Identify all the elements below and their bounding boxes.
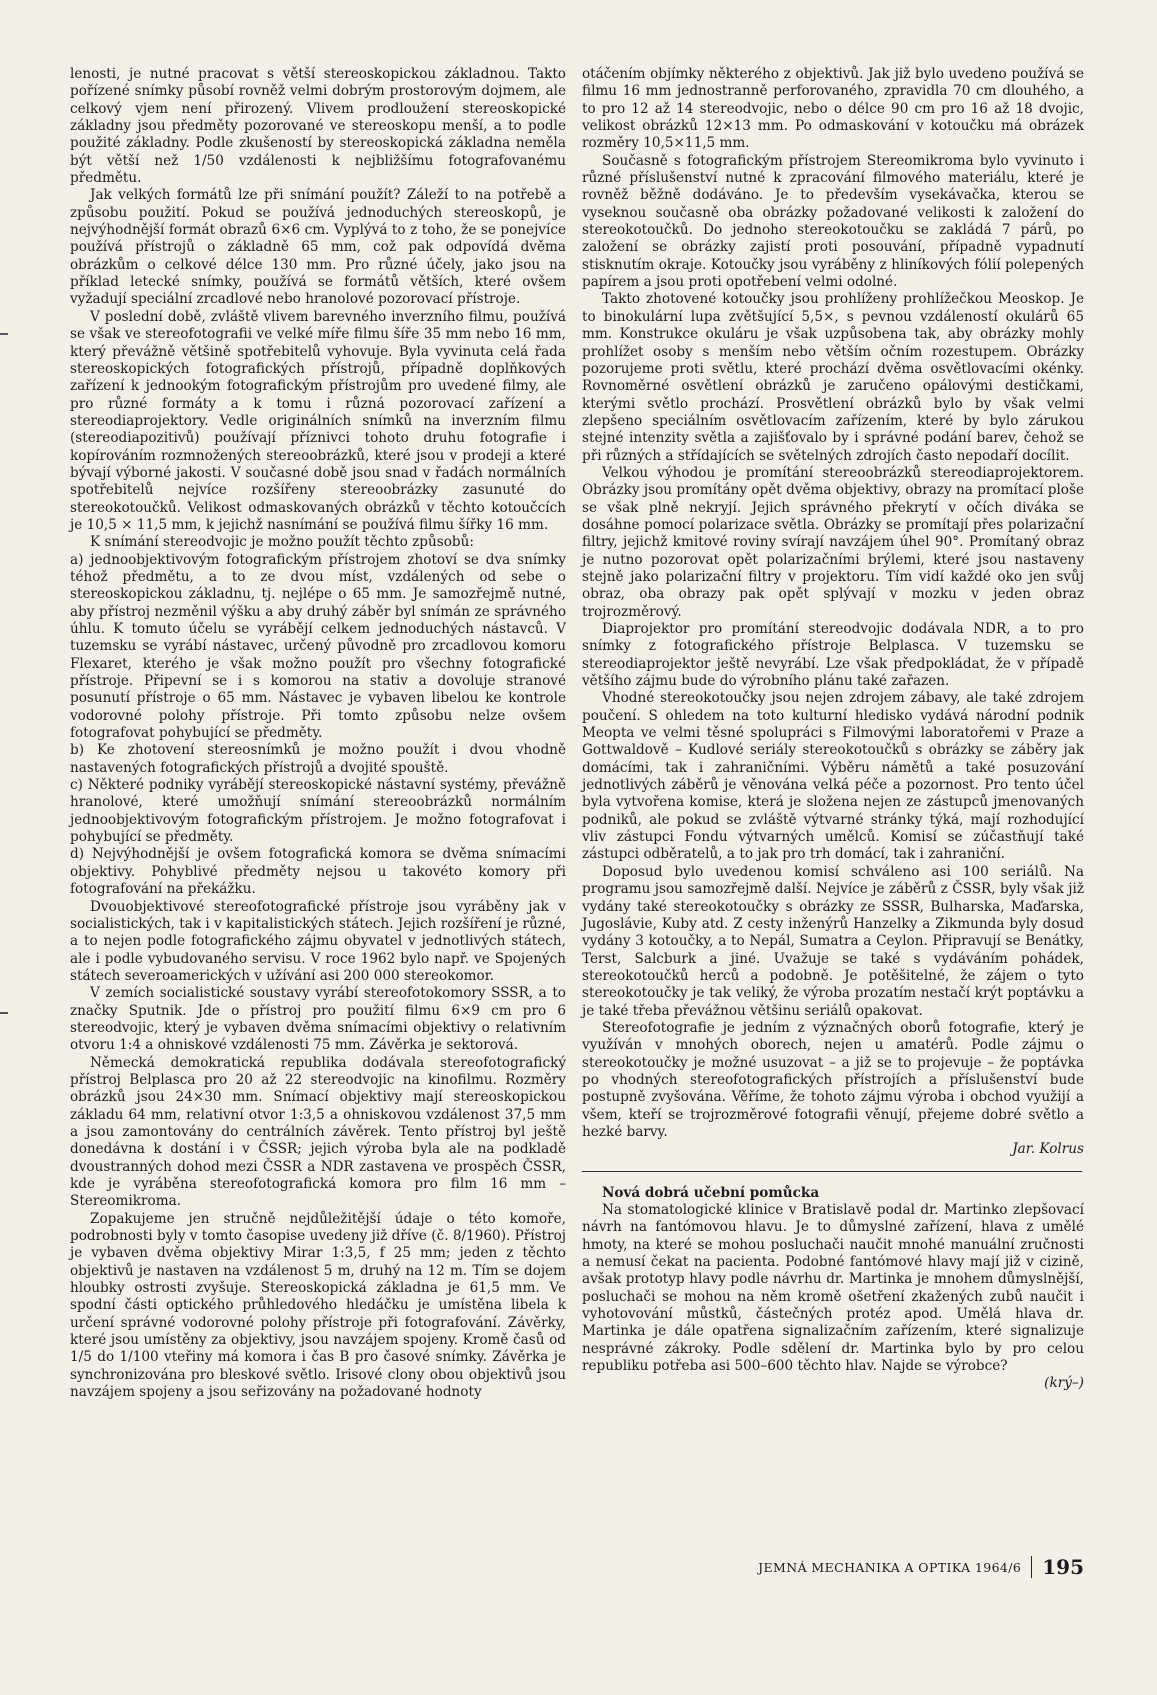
paragraph: Stereofotografie je jedním z význačných oborů fotografie, který je využíván v mnohých oborech, nejen u amatérů. Podle zájmu o stereokotoučky je možné usuzovat – a již se to projevuje – že poptávka po vhodných stereofotografických přístrojích a příslušenství bude postupně zvyšována. Věříme, že tohoto zájmu výroba i obchod využijí a všem, kteří se trojrozměrové fotografii věnují, přejeme dobré světlo a hezké barvy. [582, 1019, 1084, 1140]
left-column [70, 66, 566, 1401]
margin-mark [0, 333, 8, 335]
margin-mark [0, 1012, 8, 1014]
section-divider [582, 1171, 1082, 1172]
paragraph: Diaprojektor pro promítání stereodvojic dodávala NDR, a to pro snímky z fotografického přístroje Belplasca. V tuzemsku se stereodiaprojektor ještě nevyrábí. Lze však předpokládat, že v případě většího zájmu bude do výrobního plánu také zařazen. [582, 621, 1084, 690]
paragraph: Takto zhotovené kotoučky jsou prohlíženy prohlížečkou Meoskop. Je to binokulární lupa zvětšující 5,5×, s pevnou vzdáleností okulárů 65 mm. Konstrukce okuláru je však uzpůsobena tak, aby obrázky mohly prohlížet osoby s menším nebo větším očním rozestupem. Obrázky pozorujeme proti světlu, které prochází dvěma osvětlovacími okénky. Rovnoměrné osvětlení obrázků je zaručeno opálovými destičkami, kterými světlo prochází. Prosvětlení obrázků bylo by však velmi zlepšeno speciálním osvětlovacím zařízením, které by bylo zárukou stejné intenzity světla a zajišťovalo by i správné podání barev, čehož se při různých a střídajících se světelných zdrojích často nepodaří docílit. [582, 291, 1084, 464]
paragraph: Doposud bylo uvedenou komisí schváleno asi 100 seriálů. Na programu jsou samozřejmě další. Nejvíce je záběrů z ČSSR, byly však již vydány také stereokotoučky s obrázky ze SSSR, Bulharska, Maďarska, Jugoslávie, Kuby atd. Z cesty inženýrů Hanzelky a Zikmunda byly dosud vydány 3 kotoučky, a to Nepál, Sumatra a Ceylon. Připravují se Benátky, Terst, Salcburk a jiné. Uvažuje se také s vydáváním pohádek, stereokotoučků herců a podobně. Je potěšitelné, že zájem o tyto stereokotoučky je tak veliký, že výroba prozatím nestačí krýt poptávku a je také třeba převážnou většinu seriálů opakovat. [582, 863, 1084, 1019]
paragraph: Německá demokratická republika dodávala stereofotografický přístroj Belplasca pro 20 až 22 stereodvojic na kinofilmu. Rozměry obrázků jsou 24×30 mm. Snímací objektivy mají stereoskopickou základu 64 mm, relativní otvor 1:3,5 a ohniskovou vzdálenost 37,5 mm a jsou zamontovány do centrálních závěrek. Tento přístroj byl ještě donedávna k dostání i v ČSSR; jejich výroba byla ale na podkladě dvoustranných dohod mezi ČSSR a NDR zastavena ve prospěch ČSSR, kde je vyráběna stereofotografická komora pro film 16 mm – Stereomikroma. [70, 1054, 566, 1210]
journal-title: JEMNÁ MECHANIKA A OPTIKA 1964/6 [758, 1559, 1022, 1575]
section-signature: (krý–) [1044, 1375, 1084, 1392]
page-footer [730, 1555, 1084, 1579]
paragraph: Na stomatologické klinice v Bratislavě podal dr. Martinko zlepšovací návrh na fantómovou hlavu. Je to důmyslné zařízení, hlava z umělé hmoty, na které se mohou posluchači naučit mnohé manuální zručnosti a nemusí čekat na pacienta. Podobné fantómové hlavy mají již v cizině, avšak prototyp hlavy podle návrhu dr. Martinka je mnohem důmyslnější, posluchači se mohou na něm kromě ošetření zkažených zubů naučit i vyhotovování můstků, částečných protéz apod. Umělá hlava dr. Martinka je dále opatřena signalizačním zařízením, které signalizuje nesprávné zákroky. Podle sdělení dr. Martinka bylo by pro celou republiku potřeba asi 500–600 těchto hlav. Najde se výrobce? [582, 1202, 1084, 1375]
page-number: 195 [1042, 1555, 1084, 1579]
paragraph: K snímání stereodvojic je možno použít těchto způsobů: [90, 534, 474, 551]
list-item: b) Ke zhotovení stereosnímků je možno použít i dvou vhodně nastavených fotografických přístrojů a dvojité spouště. [70, 742, 566, 776]
author-signature: Jar. Kolrus [1012, 1141, 1084, 1158]
paragraph: otáčením objímky některého z objektivů. Jak již bylo uvedeno používá se filmu 16 mm jednostranně perforovaného, zpravidla 70 cm dlouhého, a to pro 12 až 14 stereodvojic, nebo o délce 90 cm pro 16 až 18 dvojic, velikost obrázků 12×13 mm. Po odmaskování v kotoučku má obrázek rozměry 10,5×11,5 mm. [582, 66, 1084, 152]
paragraph: V zemích socialistické soustavy vyrábí stereofotokomory SSSR, a to značky Sputnik. Jde o přístroj pro použití filmu 6×9 cm pro 6 stereodvojic, který je vybaven dvěma snímacími objektivy o relativním otvoru 1:4 a ohniskové vzdálenosti 75 mm. Závěrka je sektorová. [70, 985, 566, 1054]
paragraph: lenosti, je nutné pracovat s větší stereoskopickou základnou. Takto pořízené snímky působí rovněž velmi dobrým prostorovým dojmem, ale celkový vjem není přirozený. Vlivem prodloužení stereoskopické základny jsou předměty pozorované ve stereoskopu menší, a to podle použité základny. Podle zkušeností by stereoskopická základna neměla být větší než 1/50 vzdálenosti k nejbližšímu fotografovanému předmětu. [70, 66, 566, 187]
section-heading: Nová dobrá učební pomůcka [602, 1184, 820, 1201]
paragraph: Vhodné stereokotoučky jsou nejen zdrojem zábavy, ale také zdrojem poučení. S ohledem na toto kulturní hledisko vydává národní podnik Meopta ve velmi těsné spolupráci s Filmovými laboratořemi v Praze a Gottwaldově – Kudlové seriály stereokotoučků s obrázky se záběry jak domácími, tak i zahraničními. Výběru námětů a také posuzování jednotlivých záběrů je věnována velká péče a pozornost. Pro tento účel byla vytvořena komise, která je složena nejen ze zástupců jmenovaných podniků, ale pokud se zvláště výtvarné stránky týká, mají rozhodující vliv zástupci Fondu výtvarných umělců. Komisí se zúčastňují také zástupci odběratelů, a to jak pro trh domácí, tak i zahraniční. [582, 690, 1084, 863]
paragraph: V poslední době, zvláště vlivem barevného inverzního filmu, používá se však ve stereofotografii ve velké míře filmu šíře 35 mm nebo 16 mm, který převážně většině spotřebitelů vyhovuje. Byla vyvinuta celá řada stereoskopických fotografických přístrojů, případně doplňkových zařízení k jednookým fotografickým přístrojům pro uvedené filmy, ale pro různé formáty a k tomu i různá pozorovací zařízení a stereodiaprojektory. Vedle originálních snímků na inverzním filmu (stereodiapozitivů) používají příznivci tohoto druhu fotografie i kopírováním rozmnožených stereoobrázků, které jsou v prodeji a které bývají výborné jakosti. V současné době jsou snad v řadách normálních spotřebitelů nejvíce rozšířeny stereoobrázky zasunuté do stereokotoučků. Velikost odmaskovaných obrázků v těchto kotoučcích je 10,5 × 11,5 mm, k jejichž nasnímání se používá filmu šířky 16 mm. [70, 308, 566, 533]
list-item: c) Některé podniky vyrábějí stereoskopické nástavní systémy, převážně hranolové, které umožňují snímání stereoobrázků normálním jednoobjektivovým fotografickým přístrojem. Je možno fotografovat i pohybující se předměty. [70, 777, 566, 846]
footer-separator [1031, 1556, 1032, 1578]
paragraph: Zopakujeme jen stručně nejdůležitější údaje o této komoře, podrobnosti byly v tomto časopise uvedeny již dříve (č. 8/1960). Přístroj je vybaven dvěma objektivy Mirar 1:3,5, f 25 mm; jeden z těchto objektivů je nastaven na vzdálenost 5 m, druhý na 12 m. Tím se dojem hloubky ostrosti zvyšuje. Stereoskopická základna je 61,5 mm. Ve spodní části optického průhledového hledáčku je umístěna libela k určení správné vodorovné polohy přístroje při fotografování. Závěrky, které jsou umístěny za objektivy, jsou navzájem spojeny. Kromě časů od 1/5 do 1/100 vteřiny má komora i čas B pro časové snímky. Závěrka je synchronizována pro bleskové světlo. Irisové clony obou objektivů jsou navzájem spojeny a jsou seřizovány na požadované hodnoty [70, 1210, 566, 1401]
paragraph: Dvouobjektivové stereofotografické přístroje jsou vyráběny jak v socialistických, tak i v kapitalistických státech. Jejich rozšíření je různé, a to nejen podle fotografického zájmu obyvatel v jednotlivých státech, ale i podle vybudovaného servisu. V roce 1962 bylo např. ve Spojených státech severoamerických v užívání asi 200 000 stereokomor. [70, 898, 566, 984]
paragraph: Velkou výhodou je promítání stereoobrázků stereodiaprojektorem. Obrázky jsou promítány opět dvěma objektivy, obrazy na promítací ploše se však plně nekryjí. Jejich správného překrytí v očích diváka se dosáhne pomocí polarizace světla. Obrázky se promítají přes polarizační filtry, jejichž kmitové roviny svírají navzájem úhel 90°. Promítaný obraz je nutno pozorovat opět polarizačními brýlemi, které jsou nastaveny stejně jako polarizační filtry v projektoru. Tím vidí každé oko jen svůj obraz, oba obrazy pak opět splývají v mozku v jeden obraz trojrozměrový. [582, 464, 1084, 620]
paragraph: Jak velkých formátů lze při snímání použít? Záleží to na potřebě a způsobu použití. Pokud se používá jednoduchých stereoskopů, je nejvýhodnější formát obrazů 6×6 cm. Vyplývá to z toho, že se ponejvíce používá přístrojů o základně 65 mm, což pak odpovídá dvěma obrázkům o celkové délce 130 mm. Pro různé účely, jako jsou na příklad letecké snímky, používá se formátů větších, které ovšem vyžadují speciální zrcadlové nebo hranolové pozorovací přístroje. [70, 187, 566, 308]
list-item: d) Nejvýhodnější je ovšem fotografická komora se dvěma snímacími objektivy. Pohyblivé předměty nejsou u takovéto komory při fotografování na překážku. [70, 846, 566, 898]
list-item: a) jednoobjektivovým fotografickým přístrojem zhotoví se dva snímky téhož předmětu, a to ze dvou míst, vzdálených od sebe o stereoskopickou základnu, tj. nejlépe o 65 mm. Je samozřejmě nutné, aby přístroj nezměnil výšku a aby druhý záběr byl snímán ze správného úhlu. K tomuto účelu se vyrábějí celkem jednoduchých nástavců. V tuzemsku se vyrábí nástavec, určený původně pro zrcadlovou komoru Flexaret, kterého je však možno použít pro všechny fotografické přístroje. Připevní se i s komorou na stativ a dovoluje stranové posunutí přístroje o 65 mm. Nástavec je vybaven libelou ke kontrole vodorovné polohy přístroje. Při tomto způsobu nelze ovšem fotografovat pohybující se předměty. [70, 551, 566, 742]
right-column [582, 66, 1084, 1393]
paragraph: Současně s fotografickým přístrojem Stereomikroma bylo vyvinuto i různé příslušenství nutné k zpracování filmového materiálu, které je rovněž běžně dodáváno. Je to především vysekávačka, kterou se vyseknou současně oba obrázky požadované velikosti k založení do stereokotoučků. Do jednoho stereokotoučku se zakládá 7 párů, po založení se obrázky zajistí proti posouvání, případně vypadnutí stisknutím okraje. Kotoučky jsou vyráběny z hliníkových fólií polepených papírem a jsou proti opotřebení velmi odolné. [582, 152, 1084, 291]
